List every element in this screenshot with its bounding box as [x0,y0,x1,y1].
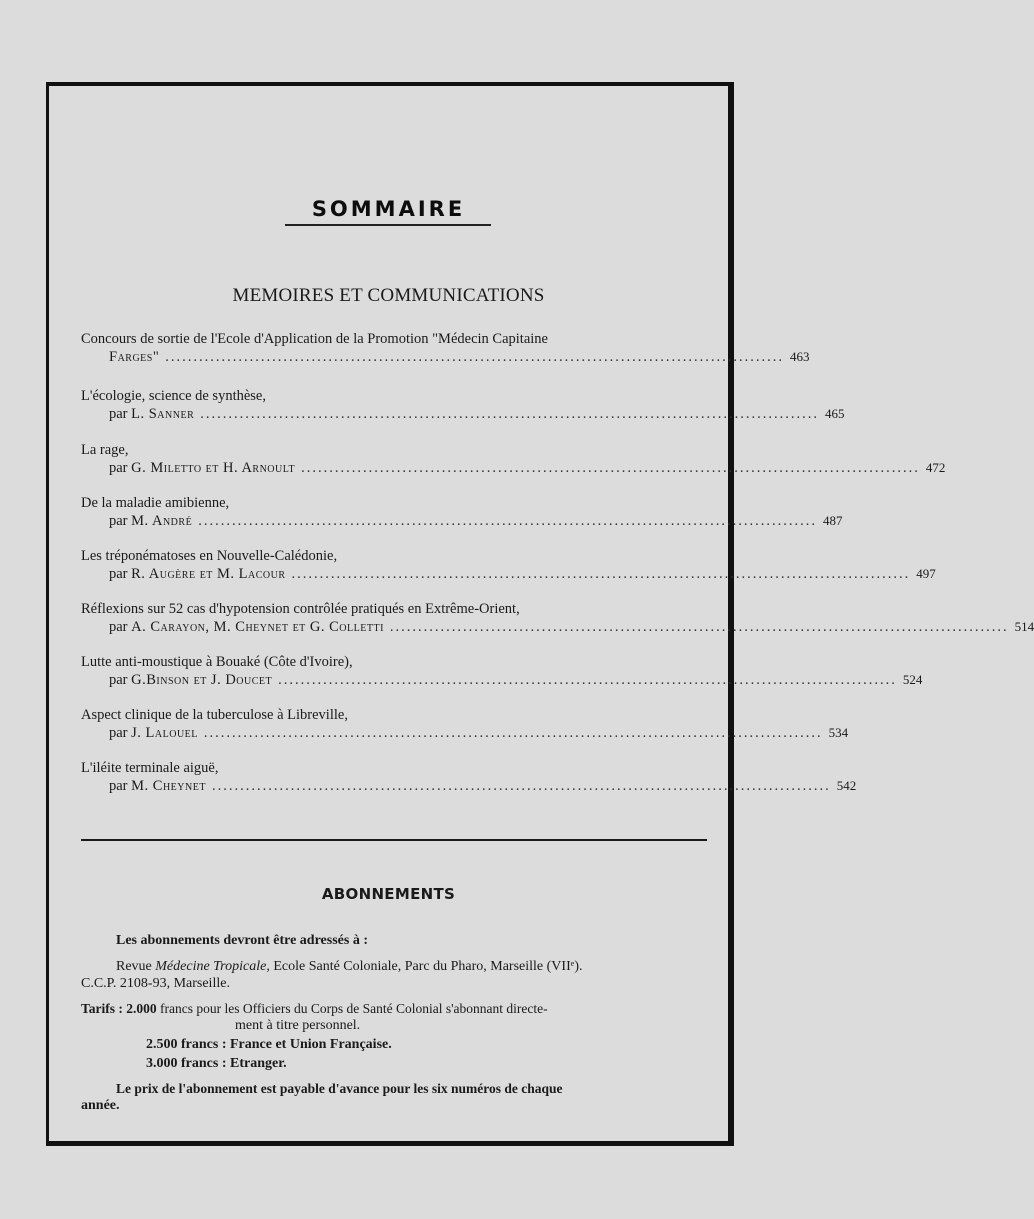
tarif-amount: 2.000 [126,1001,157,1016]
toc-entry-page: 514 [1014,619,1034,634]
journal-name: Médecine Tropicale, [155,959,270,974]
toc-entry-page: 472 [925,460,946,475]
toc-entry [81,706,849,742]
toc-entry-title: Concours de sortie de l'Ecole d'Application de la Promotion "Médecin Capitaine [81,331,548,347]
toc-dot-leader: .............................................................................................................. [301,460,920,476]
toc-dot-leader: .............................................................................................................. [389,619,1009,635]
toc-entry-prefix: par [109,406,128,422]
abonnements-ccp: C.C.P. 2108-93, Marseille. [81,976,230,991]
section-title: MEMOIRES ET COMMUNICATIONS [232,285,545,306]
toc-entry-page: 524 [902,672,923,687]
tarifs-label: Tarifs : [81,1001,123,1016]
toc-entry-prefix: par [109,778,128,794]
toc-entry-page: 487 [822,513,843,528]
toc-entry-authors: J. Lalouel [131,725,198,741]
toc-entry [81,387,845,423]
tarif-line [81,1000,548,1017]
tarif-line [146,1055,287,1072]
toc-dot-leader: .............................................................................................................. [198,513,817,529]
tarif-amount: 3.000 [146,1056,178,1071]
sommaire-heading: SOMMAIRE [311,197,466,221]
tarif-text: francs : France et Union Française. [181,1037,392,1052]
toc-dot-leader: .............................................................................................................. [200,406,820,422]
address-prefix: Revue [116,959,152,974]
tarif-continuation: ment à titre personnel. [235,1018,361,1033]
toc-entry [81,441,946,477]
toc-entry [81,330,810,366]
page-frame [46,82,1034,1146]
tarif-text: francs : Etranger. [181,1056,287,1071]
payment-note: Le prix de l'abonnement est payable d'avance pour les six numéros de chaque [116,1081,563,1096]
toc-entry-prefix: par [109,566,128,582]
toc-dot-leader: .............................................................................................................. [291,566,911,582]
address-detail: Ecole Santé Coloniale, Parc du Pharo, Marseille (VIIᵉ). [273,959,583,974]
toc-entry-prefix: par [109,513,128,529]
toc-entry-title: La rage, [81,442,129,458]
toc-dot-leader: .............................................................................................................. [278,672,897,688]
toc-entry-title: L'iléite terminale aiguë, [81,760,219,776]
toc-entry-title: Les tréponématoses en Nouvelle-Calédonie, [81,548,338,564]
abonnements-intro: Les abonnements devront être adressés à : [116,933,368,948]
toc-entry-authors: L. Sanner [131,406,195,422]
toc-entry-authors: A. Carayon, M. Cheynet et G. Colletti [131,619,384,635]
toc-entry-authors: M. André [131,513,193,529]
toc-dot-leader: .............................................................................................................. [203,725,823,741]
toc-entry-title: De la maladie amibienne, [81,495,230,511]
sommaire-underline [285,224,491,226]
toc-entry [81,494,843,530]
toc-entry-authors: G.Binson et J. Doucet [131,672,273,688]
toc-entry-page: 542 [836,778,857,793]
toc-dot-leader: .............................................................................................................. [211,778,831,794]
toc-entry-page: 497 [916,566,936,581]
toc-entry-authors: M. Cheynet [131,778,206,794]
toc-entry [81,600,1034,636]
toc-entry-page: 463 [790,349,810,364]
toc-entry-prefix: par [109,619,128,635]
toc-entry-authors: Farges" [109,349,160,365]
toc-entry-page: 465 [825,406,845,421]
toc-entry [81,547,936,583]
toc-entry-title: L'écologie, science de synthèse, [81,388,266,404]
toc-entry-title: Lutte anti-moustique à Bouaké (Côte d'Ivoire), [81,654,353,670]
tarif-line [146,1036,392,1053]
toc-entry-prefix: par [109,460,128,476]
payment-note-continuation: année. [81,1098,120,1113]
abonnements-heading: ABONNEMENTS [321,885,456,903]
toc-dot-leader: .............................................................................................................. [165,349,785,365]
toc-entry-authors: R. Augère et M. Lacour [131,566,286,582]
tarif-text: francs pour les Officiers du Corps de Santé Colonial s'abonnant directe- [160,1001,548,1016]
toc-entry-prefix: par [109,672,128,688]
toc-entry-authors: G. Miletto et H. Arnoult [131,460,296,476]
toc-entry-page: 534 [828,725,849,740]
toc-entry-title: Aspect clinique de la tuberculose à Libreville, [81,707,348,723]
toc-entry-title: Réflexions sur 52 cas d'hypotension contrôlée pratiqués en Extrême-Orient, [81,601,520,617]
section-divider [81,839,707,841]
tarif-amount: 2.500 [146,1037,178,1052]
toc-entry [81,653,923,689]
toc-entry [81,759,857,795]
abonnements-address [116,958,583,975]
toc-entry-prefix: par [109,725,128,741]
